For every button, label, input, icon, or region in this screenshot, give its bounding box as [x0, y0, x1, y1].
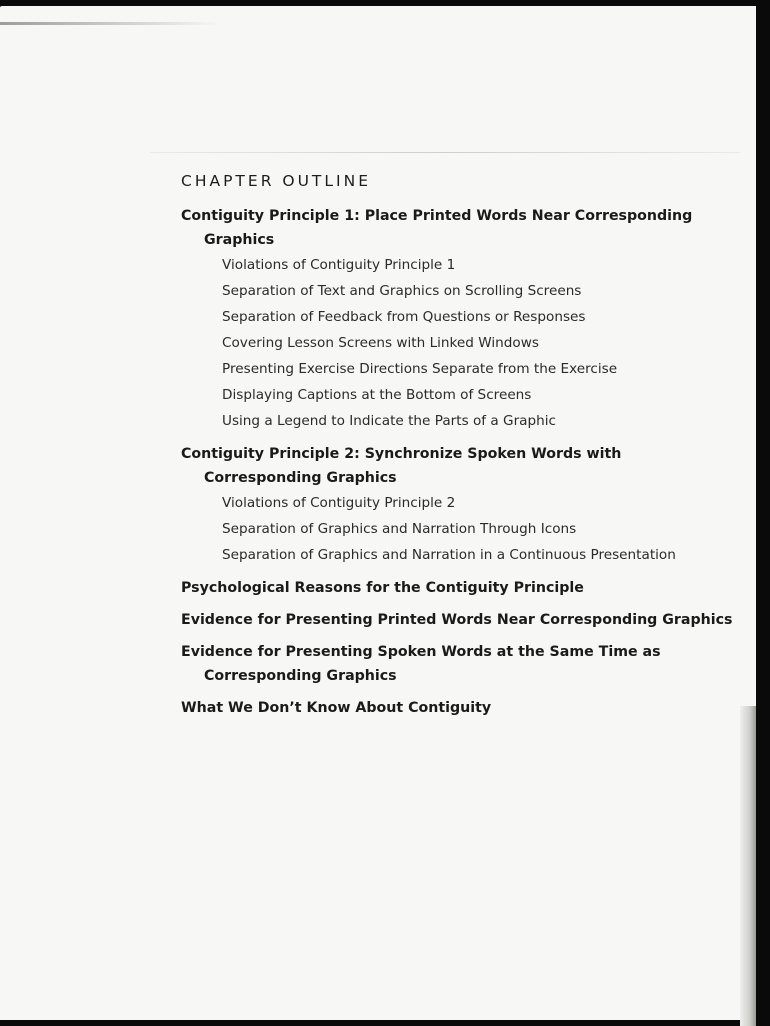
outline-section [181, 608, 741, 632]
subtopic-item: Violations of Contiguity Principle 1 [222, 257, 456, 273]
outline-section [181, 442, 741, 568]
section-title: Evidence for Presenting Printed Words Near Corresponding Graphics [181, 612, 733, 628]
subtopic-item: Using a Legend to Indicate the Parts of a Graphic [222, 413, 556, 429]
subtopic-list [181, 252, 741, 434]
subtopic-item: Violations of Contiguity Principle 2 [222, 495, 456, 511]
subtopic-item: Separation of Text and Graphics on Scrolling Screens [222, 283, 582, 299]
subtopic-list [181, 490, 741, 568]
outline-heading: CHAPTER OUTLINE [181, 172, 371, 190]
subtopic-item: Covering Lesson Screens with Linked Windows [222, 335, 539, 351]
subtopic-item: Separation of Feedback from Questions or Responses [222, 309, 586, 325]
page-edge-shadow [740, 706, 756, 1026]
outline-section [181, 576, 741, 600]
section-title: Psychological Reasons for the Contiguity Principle [181, 580, 584, 596]
subtopic-item: Separation of Graphics and Narration Through Icons [222, 521, 577, 537]
scan-smudge [0, 22, 220, 25]
subtopic-item: Displaying Captions at the Bottom of Screens [222, 387, 532, 403]
section-title: What We Don’t Know About Contiguity [181, 700, 492, 716]
chapter-outline [181, 172, 741, 728]
faint-rule [150, 152, 740, 153]
section-title: Contiguity Principle 2: Synchronize Spoken Words with Corresponding Graphics [181, 446, 622, 486]
scanned-page [0, 6, 756, 1020]
outline-section [181, 204, 741, 434]
section-title: Contiguity Principle 1: Place Printed Words Near Corresponding Graphics [181, 208, 693, 248]
outline-section [181, 640, 741, 688]
subtopic-item: Separation of Graphics and Narration in a Continuous Presentation [222, 547, 676, 563]
section-title: Evidence for Presenting Spoken Words at the Same Time as Corresponding Graphics [181, 644, 661, 684]
subtopic-item: Presenting Exercise Directions Separate from the Exercise [222, 361, 618, 377]
outline-section [181, 696, 741, 720]
